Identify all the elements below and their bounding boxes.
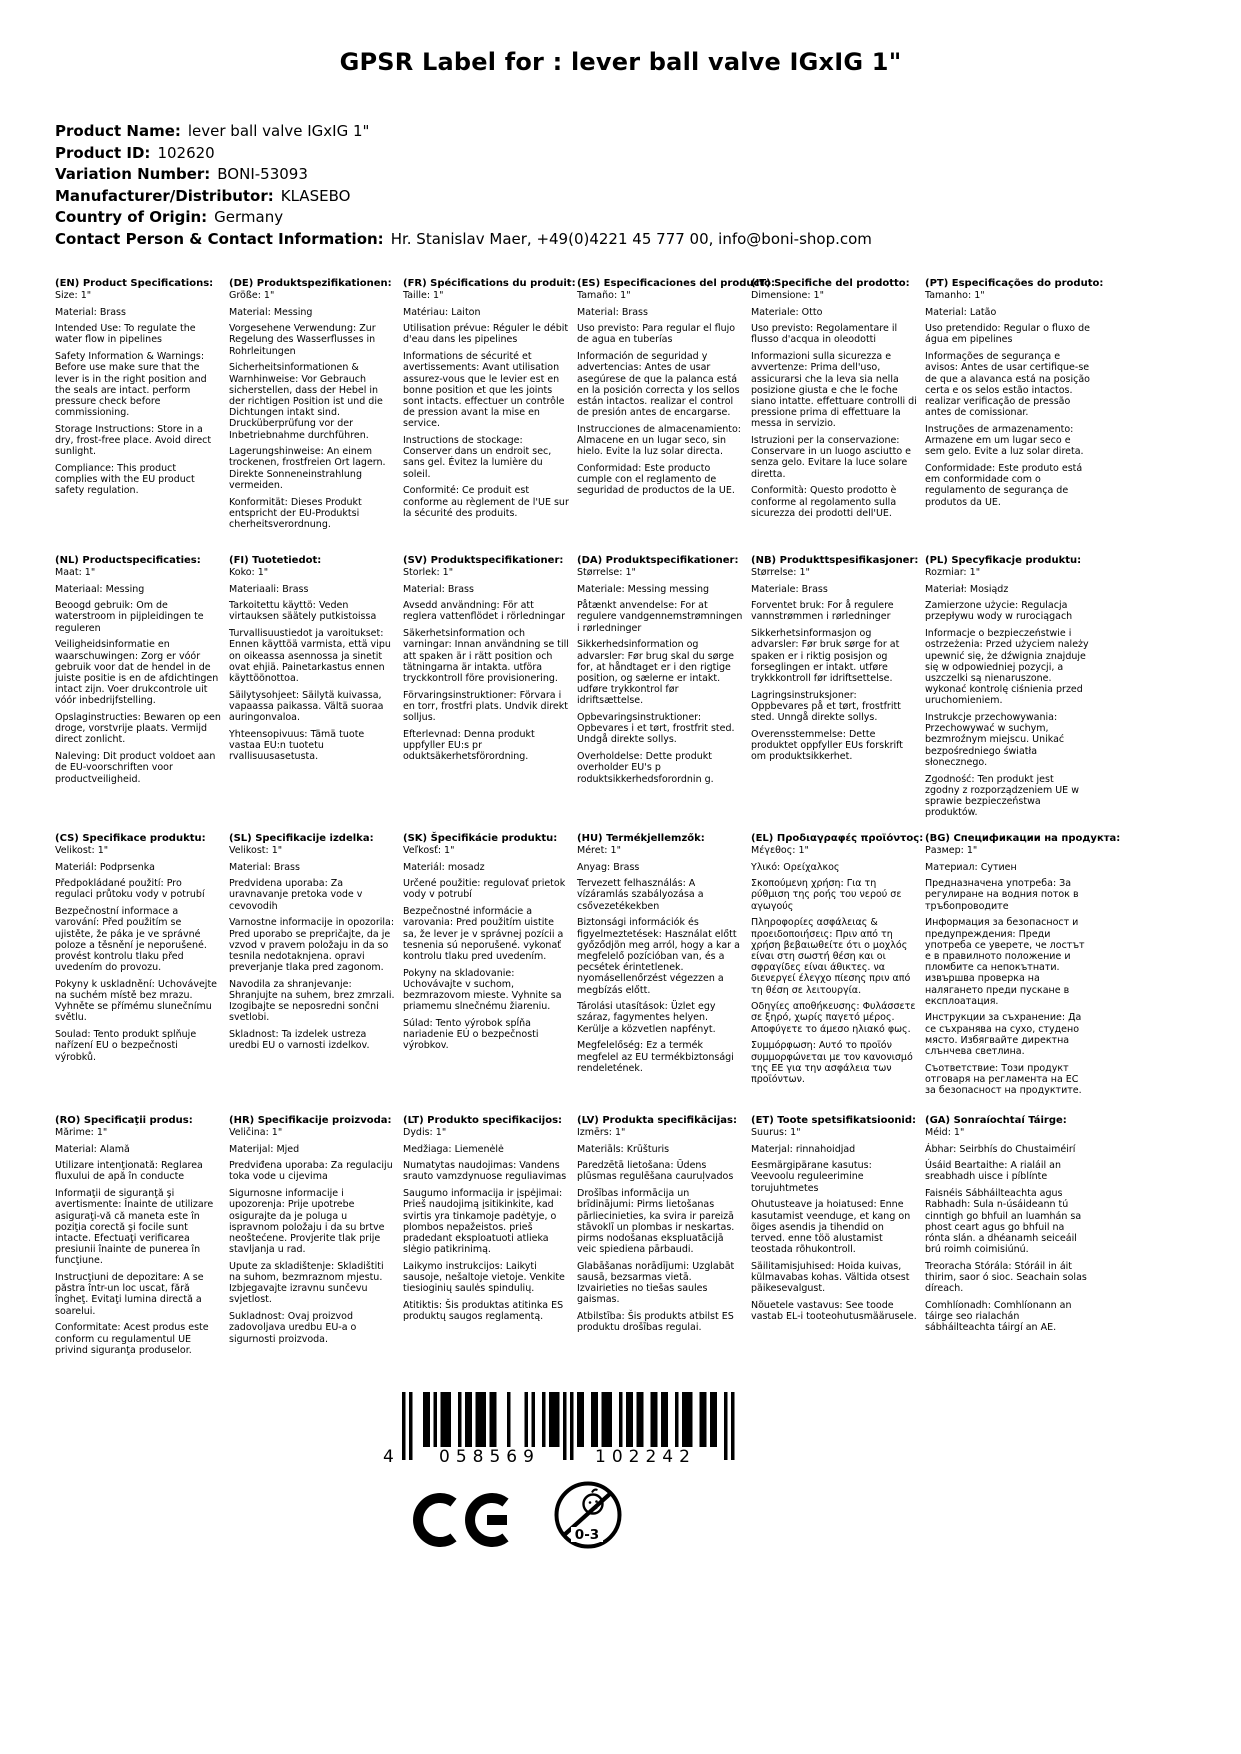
spec-paragraph: Vorgesehene Verwendung: Zur Regelung des Wasserflusses in Rohrleitungen [229,323,376,357]
spec-paragraph: Sikkerhedsinformation og advarsler: Før brug skal du sørge for, at håndtaget er i den rigtige position, og sælerne er intakt. udføre trykkontrol før idriftsættelse. [577,639,735,707]
product-info-label: Contact Person & Contact Information: [55,229,384,248]
spec-paragraph: Sicherheitsinformationen & Warnhinweise: Vor Gebrauch sicherstellen, dass der Hebel in der richtigen Position ist und die Dichtungen intakt sind. Drucküberprüfung vor der Inbetriebnahme durchführen. [229,362,383,441]
product-info-row [55,229,872,251]
spec-paragraph: Uso previsto: Regolamentare il flusso d'acqua in oleodotti [751,323,898,346]
spec-paragraph: Úsáid Beartaithe: A rialáil an sreabhadh uisce i píblínte [925,1160,1061,1183]
barcode [383,1392,739,1478]
spec-block-pl [925,555,1091,833]
spec-paragraph: Informations de sécurité et avertissements: Avant utilisation assurez-vous que le levier est en bonne position et que les joints sont intacts. effectuer un contrôle de pression avant la mise en service. [403,351,565,430]
spec-paragraph: Predviđena uporaba: Za regulaciju toka vode u cijevima [229,1160,393,1183]
spec-block-sk [403,833,569,1115]
spec-paragraph: Material: Alamă [55,1143,130,1155]
spec-paragraph: Säkerhetsinformation och varningar: Innan användning se till att spaken är i rätt position och tätningarna är intakta. utföra tryckkontroll före provisionering. [403,628,569,684]
page-title: GPSR Label for : lever ball valve IGxIG 1" [339,48,902,76]
spec-paragraph: Размер: 1" [925,844,978,856]
spec-paragraph: Säilitamisjuhised: Hoida kuivas, külmavabas kohas. Vältida otsest päikesevalgust. [751,1260,910,1295]
spec-paragraph: Glabāšanas norādījumi: Uzglabāt sausā, bezsarmas vietā. Izvairieties no tiešas saules gaismas. [577,1260,735,1306]
product-info-value: 102620 [157,143,215,162]
spec-paragraph: Uso pretendido: Regular o fluxo de água em pipelines [925,323,1090,346]
spec-paragraph: Материал: Сутиен [925,861,1017,873]
spec-paragraph: Tervezett felhasználás: A vízáramlás szabályozása a csővezetékekben [577,878,704,912]
spec-paragraph: Информация за безопасност и предупреждения: Преди употреба се уверете, че лостът е в правилното положение и пломбите са непокътнати. извършва проверка на налягането преди пускане в експлоатация. [925,917,1085,1007]
spec-paragraph: Velikost: 1" [229,844,283,856]
spec-grid [55,278,1121,1361]
spec-paragraph: Υλικό: Ορείχαλκος [751,861,840,873]
product-info-label: Country of Origin: [55,208,208,226]
spec-paragraph: Informacje o bezpieczeństwie i ostrzeżenia: Przed użyciem należy upewnić się, że dźwignia znajduje się w odpowiedniej pozycji, a uszczelki są nienaruszone. wykonać kontrolę ciśnienia przed uruchomieniem. [925,628,1089,707]
spec-block-heading: (HR) Specifikacije proizvoda: [229,1115,392,1126]
spec-paragraph: Eesmärgipärane kasutus: Veevoolu reguleerimine torujuhtmetes [751,1160,872,1194]
spec-paragraph: Pokyny k uskladnění: Uchovávejte na suchém místě bez mrazu. Vyhněte se přímému slunečnímu světlu. [55,978,218,1024]
spec-block-heading: (NB) Produkttspesifikasjoner: [751,555,919,566]
product-info-label: Variation Number: [55,165,211,183]
spec-paragraph: Overholdelse: Dette produkt overholder EU's p roduktsikkerhedsforordnin g. [577,751,714,785]
spec-block-de [229,278,395,555]
spec-paragraph: Инструкции за съхранение: Да се съхранява на сухо, студено място. Избягвайте директна слънчева светлина. [925,1012,1082,1058]
spec-block-it [751,278,917,555]
spec-paragraph: Størrelse: 1" [577,566,636,578]
spec-paragraph: Conformidade: Este produto está em conformidade com o regulamento de segurança de produtos da UE. [925,462,1083,508]
spec-paragraph: Méret: 1" [577,844,621,856]
spec-paragraph: Dimensione: 1" [751,289,824,301]
product-info-row [55,207,872,229]
spec-paragraph: Drošības informācija un brīdinājumi: Pirms lietošanas pārliecinieties, ka svira ir pareizā stāvoklī un plombas ir neskartas. pirms nodošanas ekspluatācijā veic spiediena pārbaudi. [577,1188,735,1256]
spec-block-pt [925,278,1104,555]
spec-paragraph: Méid: 1" [925,1126,965,1138]
spec-paragraph: Informazioni sulla sicurezza e avvertenze: Prima dell'uso, assicurarsi che la leva sia nella posizione giusta e che le foche siano intatte. effettuare controlli di pressione prima di effettuare la messa in servizio. [751,351,917,430]
spec-paragraph: Size: 1" [55,289,92,301]
spec-paragraph: Materiál: Podprsenka [55,861,155,873]
spec-paragraph: Izmērs: 1" [577,1126,626,1138]
spec-paragraph: Materijal: Mjed [229,1143,300,1155]
spec-paragraph: Určené použitie: regulovať prietok vody v potrubí [403,878,566,901]
spec-paragraph: Pokyny na skladovanie: Uchovávajte v suchom, bezmrazovom mieste. Vyhnite sa priamemu slnečnému žiareniu. [403,967,562,1013]
spec-paragraph: Material: Brass [229,861,300,873]
spec-block-el [751,833,924,1115]
spec-paragraph: Instruções de armazenamento: Armazene em um lugar seco e sem gelo. Evite a luz solar direta. [925,423,1084,458]
spec-paragraph: Safety Information & Warnings: Before use make sure that the lever is in the right position and the seals are intact. perform pressure check before commissioning. [55,351,207,419]
spec-paragraph: Materiaal: Messing [55,583,145,595]
spec-paragraph: Ábhar: Seirbhís do Chustaiméirí [925,1143,1076,1155]
spec-paragraph: Súlad: Tento výrobok spĺňa nariadenie EÚ o bezpečnosti výrobkov. [403,1017,539,1052]
spec-paragraph: Material: Brass [403,583,474,595]
spec-paragraph: Tamaño: 1" [577,289,631,301]
spec-block-nb [751,555,917,833]
spec-paragraph: Sikkerhetsinformasjon og advarsler: Før bruk sørge for at spaken er i riktig posisjon og forseglingen er intakt. utføre trykkkontroll før idriftsettelse. [751,628,900,684]
spec-paragraph: Overensstemmelse: Dette produktet oppfyller EUs forskrift om produktsikkerhet. [751,728,904,763]
spec-paragraph: Materiāls: Krūšturis [577,1143,670,1155]
barcode-digit-group2: 102242 [595,1447,696,1467]
product-info-label: Product ID: [55,143,151,162]
spec-paragraph: Storage Instructions: Store in a dry, frost-free place. Avoid direct sunlight. [55,423,212,458]
spec-paragraph: Soulad: Tento produkt splňuje nařízení EU o bezpečnosti výrobků. [55,1029,197,1063]
spec-paragraph: Nõuetele vastavus: See toode vastab EL-i tooteohutusmäärusele. [751,1299,917,1323]
spec-paragraph: Koko: 1" [229,566,269,578]
spec-block-heading: (LT) Produkto specifikacijos: [403,1115,563,1126]
spec-block-heading: (PL) Specyfikacje produktu: [925,555,1082,566]
spec-block-da [577,555,743,833]
spec-paragraph: Maat: 1" [55,566,96,578]
spec-paragraph: Saugumo informacija ir įspėjimai: Prieš naudojimą įsitikinkite, kad svirtis yra tinkamoje padėtyje, o plombos nepažeistos. prieš pradedant eksploatuoti atlieka slėgio patikrinimą. [403,1188,563,1256]
spec-block-heading: (FI) Tuotetiedot: [229,555,322,566]
spec-paragraph: Megfelelőség: Ez a termék megfelel az EU termékbiztonsági rendeletének. [577,1040,734,1074]
spec-block-heading: (BG) Спецификации на продукта: [925,833,1121,844]
spec-paragraph: Atitiktis: Šis produktas atitinka ES produktų saugos reglamentą. [403,1299,564,1323]
spec-paragraph: Material: Brass [55,306,126,318]
spec-block-en [55,278,221,555]
age-warning-label: 0-3 [574,1527,600,1543]
spec-paragraph: Skladnost: Ta izdelek ustreza uredbi EU o varnosti izdelkov. [229,1029,370,1052]
spec-block-heading: (PT) Especificações do produto: [925,278,1104,289]
spec-block-ro [55,1115,221,1361]
spec-paragraph: Numatytas naudojimas: Vandens srauto vamzdynuose reguliavimas [403,1160,567,1183]
spec-paragraph: Bezpečnostné informácie a varovania: Pred použitím uistite sa, že lever je v správnej pozícii a tesnenia sú neporušené. vykonať kontrolu tlaku pred uvedením. [403,906,564,962]
product-info-label: Manufacturer/Distributor: [55,186,274,205]
spec-paragraph: Materjal: rinnahoidjad [751,1143,856,1155]
spec-paragraph: Sigurnosne informacije i upozorenja: Prije upotrebe osigurajte da je poluga u ispravnom položaju i da su brtve neoštećene. Provjerite tlak prije stavljanja u rad. [229,1188,385,1256]
spec-paragraph: Forventet bruk: For å regulere vannstrømmen i rørledninger [751,600,894,623]
spec-paragraph: Faisnéis Sábháilteachta agus Rabhadh: Sula n-úsáideann tú cinntigh go bhfuil an luamhán sa phost ceart agus go bhfuil na rónta slán. a dhéanamh seiceáil brú roimh coimisiúnú. [925,1188,1082,1256]
spec-block-heading: (ES) Especificaciones del producto: [577,278,776,289]
spec-paragraph: Conformidad: Este producto cumple con el reglamento de seguridad de productos de la UE. [577,462,735,497]
spec-paragraph: Veiligheidsinformatie en waarschuwingen: Zorg er vóór gebruik voor dat de hendel in de juiste positie is en de afdichtingen intact zijn. Voer drukcontrole uit vóór inbedrijfstelling. [55,639,219,707]
spec-block-sv [403,555,569,833]
spec-paragraph: Predvidena uporaba: Za uravnavanje pretoka vode v cevovodih [229,878,363,912]
spec-block-lt [403,1115,569,1361]
spec-paragraph: Laikymo instrukcijos: Laikyti sausoje, nešaltoje vietoje. Venkite tiesioginių saulės spindulių. [403,1260,565,1295]
spec-paragraph: Påtænkt anvendelse: For at regulere vandgennemstrømningen i rørledninger [577,600,743,634]
spec-paragraph: Storlek: 1" [403,566,454,578]
spec-paragraph: Matériau: Laiton [403,306,481,318]
spec-paragraph: Informaţii de siguranţă şi avertismente: Înainte de utilizare asiguraţi-vă că maneta este în poziţia corectă şi focile sunt intacte. Efectuaţi verificarea presiunii înainte de punerea în funcţiune. [55,1188,214,1267]
spec-paragraph: Utilizare intenţionată: Reglarea fluxului de apă în conducte [55,1160,203,1183]
spec-paragraph: Yhteensopivuus: Tämä tuote vastaa EU:n tuotetu rvallisuusasetusta. [229,728,365,763]
spec-paragraph: Größe: 1" [229,289,275,301]
spec-block-heading: (SL) Specifikacije izdelka: [229,833,374,844]
product-info-value: BONI-53093 [217,165,308,183]
spec-paragraph: Instructions de stockage: Conserver dans un endroit sec, sans gel. Évitez la lumière du soleil. [403,435,552,480]
spec-paragraph: Biztonsági információk és figyelmeztetések: Használat előtt győződjön meg arról, hogy a kar a megfelelő pozícióban van, és a pecsétek érintetlenek. nyomásellenőrzést végezzen a megbízás előtt. [577,917,740,996]
spec-paragraph: Medžiaga: Liemenėlė [403,1143,504,1155]
spec-paragraph: Material: Latão [925,306,997,318]
spec-paragraph: Størrelse: 1" [751,566,810,578]
spec-paragraph: Navodila za shranjevanje: Shranjujte na suhem, brez zmrzali. Izogibajte se neposredni sončni svetlobi. [229,978,395,1024]
spec-block-et [751,1115,917,1361]
spec-paragraph: Sukladnost: Ovaj proizvod zadovoljava uredbu EU-a o sigurnosti proizvoda. [229,1311,357,1345]
spec-paragraph: Σκοπούμενη χρήση: Για τη ρύθμιση της ροής του νερού σε αγωγούς [751,878,902,912]
spec-paragraph: Velikost: 1" [55,844,109,856]
spec-block-lv [577,1115,743,1361]
spec-paragraph: Uso previsto: Para regular el flujo de agua en tuberías [577,323,736,346]
spec-paragraph: Dydis: 1" [403,1126,447,1138]
spec-paragraph: Tarkoitettu käyttö: Veden virtauksen säätely putkistoissa [229,600,377,623]
spec-paragraph: Materiál: mosadz [403,861,485,873]
spec-paragraph: Utilisation prévue: Réguler le débit d'eau dans les pipelines [403,323,569,346]
spec-paragraph: Istruzioni per la conservazione: Conservare in un luogo asciutto e senza gelo. Evitare la luce solare diretta. [751,435,912,480]
spec-paragraph: Instrucciones de almacenamiento: Almacene en un lugar seco, sin hielo. Evite la luz solar directa. [577,423,741,458]
spec-paragraph: Konformität: Dieses Produkt entspricht der EU-Produktsi cherheitsverordnung. [229,496,362,530]
product-info-value: KLASEBO [280,186,351,205]
spec-paragraph: Lagringsinstruksjoner: Oppbevares på et tørt, frostfritt sted. Unngå direkte sollys. [751,689,901,724]
spec-paragraph: Beoogd gebruik: Om de waterstroom in pijpleidingen te reguleren [55,600,204,634]
spec-paragraph: Πληροφορίες ασφάλειας & προειδοποιήσεις: Πριν από τη χρήση βεβαιωθείτε ότι ο μοχλός είναι στη σωστή θέση και οι σφραγίδες είναι άθικτες. να διενεργεί έλεγχο πίεσης πριν από τη θέση σε λειτουργία. [751,917,911,996]
spec-block-heading: (EL) Προδιαγραφές προϊόντος: [751,833,924,844]
spec-paragraph: Conformité: Ce produit est conforme au règlement de l'UE sur la sécurité des produits. [403,485,569,519]
spec-paragraph: Conformitate: Acest produs este conform cu regulamentul UE privind siguranţa produselor. [55,1322,209,1356]
spec-block-heading: (SV) Produktspecifikationer: [403,555,564,566]
spec-paragraph: Suurus: 1" [751,1126,801,1138]
spec-paragraph: Avsedd användning: För att reglera vattenflödet i rörledningar [403,600,566,623]
barcode-digit-lead: 4 [383,1447,394,1467]
spec-paragraph: Opbevaringsinstruktioner: Opbevares i et tørt, frostfrit sted. Undgå direkte sollys. [577,712,735,746]
product-info-row [55,164,872,186]
spec-paragraph: Tárolási utasítások: Üzlet egy száraz, fagymentes helyen. Kerülje a közvetlen napfényt. [577,1001,716,1035]
spec-paragraph: Συμμόρφωση: Αυτό το προϊόν συμμορφώνεται με τον κανονισμό της ΕΕ για την ασφάλεια των προϊόντων. [751,1040,913,1085]
product-info-label: Product Name: [55,122,181,140]
spec-block-sl [229,833,395,1115]
spec-block-heading: (SK) Špecifikácie produktu: [403,833,558,844]
spec-block-heading: (RO) Specificaţii produs: [55,1115,193,1126]
spec-block-heading: (HU) Termékjellemzők: [577,833,705,844]
product-info-value: Germany [214,208,284,226]
spec-paragraph: Veličina: 1" [229,1126,283,1138]
spec-paragraph: Taille: 1" [403,289,444,301]
spec-paragraph: Compliance: This product complies with the EU product safety regulation. [55,462,195,497]
ce-mark-icon [413,1490,513,1550]
spec-block-cs [55,833,221,1115]
spec-paragraph: Předpokládané použití: Pro regulaci průtoku vody v potrubí [55,878,205,901]
spec-paragraph: Ohutusteave ja hoiatused: Enne kasutamist veenduge, et kang on õiges asendis ja tihendid on terved. enne töö alustamist teostada rõhukontroll. [751,1199,911,1256]
spec-paragraph: Naleving: Dit product voldoet aan de EU-voorschriften voor productveiligheid. [55,751,216,785]
spec-paragraph: Material: Messing [229,306,313,318]
product-info-row [55,121,872,143]
spec-paragraph: Materiale: Otto [751,306,823,318]
spec-block-hu [577,833,743,1115]
spec-paragraph: Instrucţiuni de depozitare: A se păstra într-un loc uscat, fără îngheţ. Evitaţi lumina directă a soarelui. [55,1272,204,1317]
spec-block-fr [403,278,576,555]
spec-block-heading: (DA) Produktspecifikationer: [577,555,739,566]
product-info-section [55,121,872,250]
spec-paragraph: Bezpečnostní informace a varování: Před použitím se ujistěte, že páka je ve správné poloze a těsnění je neporušené. provést kontrolu tlaku před uvedením do provozu. [55,906,207,974]
spec-paragraph: Mărime: 1" [55,1126,108,1138]
spec-paragraph: Tamanho: 1" [925,289,985,301]
product-info-value: lever ball valve IGxIG 1" [187,122,370,140]
spec-paragraph: Comhlíonadh: Comhlíonann an táirge seo rialachán sábháilteachta táirgí an AE. [925,1299,1072,1334]
spec-paragraph: Μέγεθος: 1" [751,844,809,856]
spec-paragraph: Intended Use: To regulate the water flow in pipelines [55,323,196,346]
spec-paragraph: Zgodność: Ten produkt jest zgodny z rozporządzeniem UE w sprawie bezpieczeństwa produktów. [925,773,1079,819]
spec-block-heading: (FR) Spécifications du produit: [403,278,576,289]
spec-paragraph: Upute za skladištenje: Skladištiti na suhom, bezmraznom mjestu. Izbjegavajte izravnu sunčevu svjetlost. [229,1260,384,1306]
spec-paragraph: Veľkosť: 1" [403,844,455,856]
spec-paragraph: Anyag: Brass [577,861,640,873]
spec-paragraph: Materiale: Messing messing [577,583,709,595]
spec-paragraph: Materiaali: Brass [229,583,309,595]
age-warning-icon [551,1478,625,1552]
spec-paragraph: Οδηγίες αποθήκευσης: Φυλάσσετε σε ξηρό, χωρίς παγετό μέρος. Αποφύγετε το άμεσο ηλιακό φως. [751,1001,916,1035]
spec-paragraph: Turvallisuustiedot ja varoitukset: Ennen käyttöä varmista, että vipu on oikeassa asennossa ja sinetit ovat ehjiä. Painetarkastus ennen käyttöönottoa. [229,628,391,684]
barcode-digit-group1: 058569 [439,1447,540,1467]
spec-paragraph: Lagerungshinweise: An einem trockenen, frostfreien Ort lagern. Direkte Sonneneinstrahlung vermeiden. [229,446,386,491]
spec-paragraph: Informações de segurança e avisos: Antes de usar certifique-se de que a alavanca está na posição certa e os selos estão intactos. realizar verificação de pressão antes de comissionar. [925,351,1090,419]
spec-block-heading: (CS) Specifikace produktu: [55,833,206,844]
spec-paragraph: Varnostne informacije in opozorila: Pred uporabo se prepričajte, da je vzvod v pravem položaju in da so tesnila nedotaknjena. opravi preverjanje tlaka pred zagonom. [229,917,395,974]
spec-block-heading: (EN) Product Specifications: [55,278,214,289]
product-info-row [55,143,872,165]
spec-paragraph: Materiał: Mosiądz [925,583,1009,595]
spec-block-heading: (LV) Produkta specifikācijas: [577,1115,737,1126]
spec-paragraph: Treoracha Stórála: Stóráil in áit thirim, saor ó sioc. Seachain solas díreach. [925,1260,1087,1295]
spec-block-heading: (ET) Toote spetsifikatsioonid: [751,1115,917,1126]
spec-paragraph: Förvaringsinstruktioner: Förvara i en torr, frostfri plats. Undvik direkt solljus. [403,689,568,724]
spec-paragraph: Opslaginstructies: Bewaren op een droge, vorstvrije plaats. Vermijd direct zonlicht. [55,712,221,746]
spec-paragraph: Instrukcje przechowywania: Przechowywać w suchym, bezmroźnym miejscu. Unikać bezpośredniego światła słonecznego. [925,712,1065,768]
spec-block-heading: (NL) Productspecificaties: [55,555,201,566]
spec-paragraph: Paredzētā lietošana: Ūdens plūsmas regulēšana cauruļvados [577,1160,734,1183]
spec-block-hr [229,1115,395,1361]
spec-block-ga [925,1115,1091,1361]
spec-paragraph: Información de seguridad y advertencias: Antes de usar asegúrese de que la palanca está en la posición correcta y los sellos están intactos. realizar el control de presión antes de encargarse. [577,351,740,419]
spec-paragraph: Rozmiar: 1" [925,566,981,578]
spec-paragraph: Materiale: Brass [751,583,828,595]
spec-block-heading: (IT) Specifiche del prodotto: [751,278,910,289]
product-info-row [55,186,872,208]
spec-paragraph: Предназначена употреба: За регулиране на водния поток в тръбопроводите [925,878,1079,912]
spec-paragraph: Material: Brass [577,306,648,318]
spec-paragraph: Efterlevnad: Denna produkt uppfyller EU:s pr oduktsäkerhetsförordning. [403,728,535,763]
spec-block-es [577,278,776,555]
spec-paragraph: Säilytysohjeet: Säilytä kuivassa, vapaassa paikassa. Vältä suoraa auringonvaloa. [229,689,384,724]
spec-block-fi [229,555,395,833]
spec-block-bg [925,833,1121,1115]
spec-paragraph: Zamierzone użycie: Regulacja przepływu wody w rurociągach [925,600,1073,623]
spec-block-nl [55,555,221,833]
spec-paragraph: Conformità: Questo prodotto è conforme al regolamento sulla sicurezza dei prodotti dell'UE. [751,485,897,519]
product-info-value: Hr. Stanislav Maer, +49(0)4221 45 777 00, info@boni-shop.com [390,229,872,248]
spec-paragraph: Съответствие: Този продукт отговаря на регламента на ЕС за безопасност на продуктите. [925,1062,1082,1097]
spec-paragraph: Atbilstība: Šis produkts atbilst ES produktu drošības regulai. [577,1311,734,1334]
spec-block-heading: (DE) Produktspezifikationen: [229,278,392,289]
spec-block-heading: (GA) Sonraíochtaí Táirge: [925,1115,1067,1126]
